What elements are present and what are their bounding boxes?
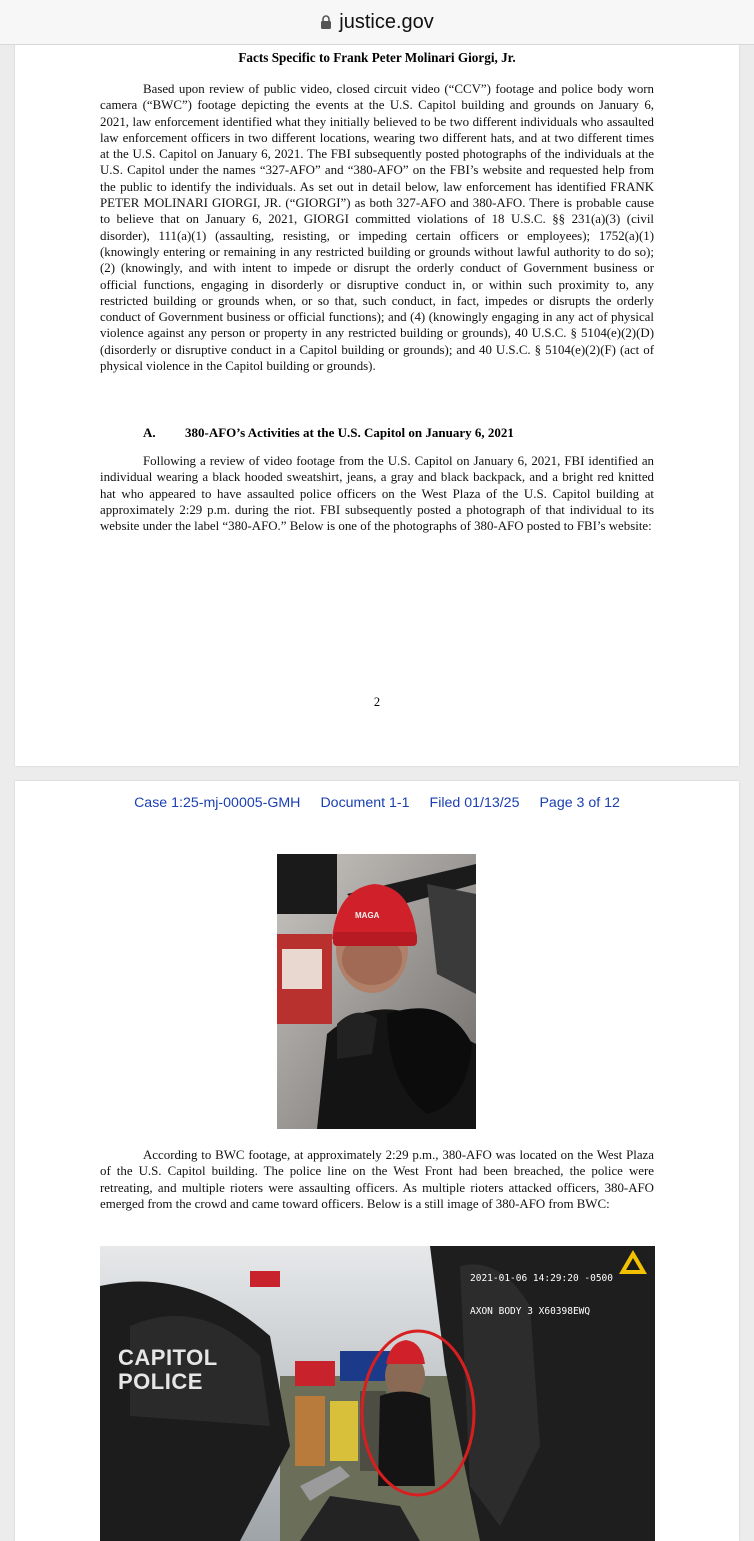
filed-date: Filed 01/13/25 [429,795,520,811]
bwc-still-image [100,1246,655,1541]
fbi-photo-380-afo [277,854,476,1129]
svg-text:MAGA: MAGA [355,911,380,920]
document-number: Document 1-1 [320,795,410,811]
section-heading: Facts Specific to Frank Peter Molinari Giorgi, Jr. [238,50,516,65]
helmet-label-line1: CAPITOL [118,1345,218,1370]
document-page-3 [15,781,739,1541]
helmet-label-line2: POLICE [118,1369,203,1394]
bwc-device-id: AXON BODY 3 X60398EWQ [470,1306,591,1317]
url-text: justice.gov [339,10,434,33]
page-indicator: Page 3 of 12 [539,795,620,811]
paragraph-probable-cause: Based upon review of public video, closed circuit video (“CCV”) footage and police body worn camera (“BWC”) footage depicting the events at the U.S. Capitol building and grounds on January 6, 2021, law enforcement identified what they initially believed to be two different individuals who assaulted law enforcement officers in two different locations, wearing two different hats, and at two different times at the U.S. Capitol on January 6, 2021. The FBI subsequently posted photographs of the individuals at the U.S. Capitol under the names “327-AFO” and “380-AFO” on the FBI’s website and requested help from the public to identify the individuals. As set out in detail below, law enforcement has identified FRANK PETER MOLINARI GIORGI, JR. (“GIORGI”) as both 327-AFO and 380-AFO. There is probable cause to believe that on January 6, 2021, GIORGI committed violations of 18 U.S.C. §§ 231(a)(3) (civil disorder), 111(a)(1) (assaulting, resisting, or impeding certain officers or employees); 1752(a)(1) (knowingly entering or remaining in any restricted building or grounds without lawful authority to do so); (2) (knowingly, and with intent to impede or disrupt the orderly conduct of Government business or official functions, engaging in disorderly or disruptive conduct in, or within such proximity to, any restricted building or grounds when, or so that, such conduct, in fact, impedes or disrupts the orderly conduct of Government business or official functions); and (4) (knowingly engaging in any act of physical violence against any person or property in any restricted building or grounds), 40 U.S.C. § 5104(e)(2)(D) (disorderly or disruptive conduct in a Capitol building or grounds); and 40 U.S.C. § 5104(e)(2)(F) (act of physical violence in the Capitol building or grounds). [100,82,654,374]
paragraph-380-afo-identification: Following a review of video footage from the U.S. Capitol on January 6, 2021, FBI identified an individual wearing a black hooded sweatshirt, jeans, a gray and black backpack, and a bright red knitted hat who appeared to have assaulted police officers on the West Plaza of the U.S. Capitol building at approximately 2:29 p.m. during the riot. FBI subsequently posted a photograph of that individual to its website under the label “380-AFO.” Below is one of the photographs of 380-AFO posted to FBI’s website: [100,454,654,534]
subsection-title: 380-AFO’s Activities at the U.S. Capitol on January 6, 2021 [185,425,514,440]
case-number: Case 1:25-mj-00005-GMH [134,795,301,811]
subsection-letter: A. [143,425,156,440]
paragraph-bwc-description: According to BWC footage, at approximately 2:29 p.m., 380-AFO was located on the West Plaza of the U.S. Capitol building. The police line on the West Front had been breached, the police were retreating, and multiple rioters were assaulting officers. As multiple rioters attacked officers, 380-AFO emerged from the crowd and came toward officers. Below is a still image of 380-AFO from BWC: [100,1148,654,1212]
helmet-label [118,1346,218,1394]
bwc-timestamp: 2021-01-06 14:29:20 -0500 [470,1273,613,1284]
page-number: 2 [373,695,381,709]
lock-icon [320,15,332,29]
bwc-timestamp-overlay [470,1251,613,1339]
subsection-heading [143,425,514,441]
case-header [15,795,739,811]
document-page-2 [15,44,739,766]
address-bar[interactable] [0,0,754,45]
